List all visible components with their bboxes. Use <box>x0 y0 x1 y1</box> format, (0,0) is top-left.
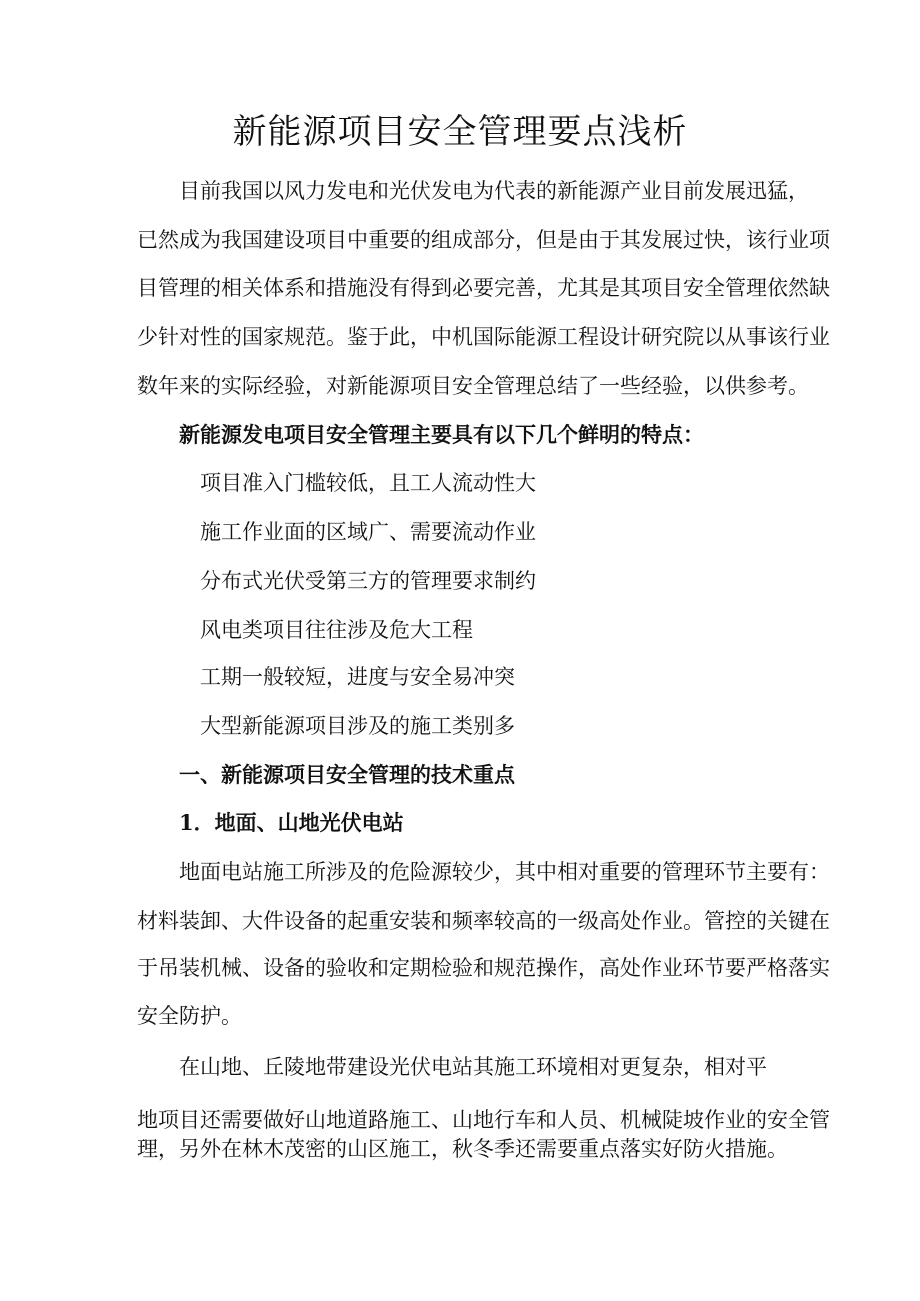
intro-line-4: 少针对性的国家规范。鉴于此，中机国际能源工程设计研究院以从事该行业 <box>137 325 830 349</box>
intro-line-3: 目管理的相关体系和措施没有得到必要完善，尤其是其项目安全管理依然缺 <box>137 276 830 300</box>
feature-item-2: 施工作业面的区域广、需要流动作业 <box>200 520 536 544</box>
para1-line-3: 于吊装机械、设备的验收和定期检验和规范操作，高处作业环节要严格落实 <box>137 956 830 980</box>
section-heading-1: 一、新能源项目安全管理的技术重点 <box>179 762 515 787</box>
intro-line-2: 已然成为我国建设项目中重要的组成部分，但是由于其发展过快，该行业项 <box>137 228 830 252</box>
para1-line-1: 地面电站施工所涉及的危险源较少，其中相对重要的管理环节主要有： <box>179 860 830 884</box>
feature-item-6: 大型新能源项目涉及的施工类别多 <box>200 714 515 738</box>
para1-line-2: 材料装卸、大件设备的起重安装和频率较高的一级高处作业。管控的关键在 <box>137 909 830 933</box>
feature-item-3: 分布式光伏受第三方的管理要求制约 <box>200 569 536 593</box>
para2-line-1: 在山地、丘陵地带建设光伏电站其施工环境相对更复杂，相对平 <box>179 1055 767 1079</box>
intro-line-1: 目前我国以风力发电和光伏发电为代表的新能源产业目前发展迅猛， <box>179 179 809 203</box>
para2-line-2: 地项目还需要做好山地道路施工、山地行车和人员、机械陡坡作业的安全管 <box>137 1108 830 1132</box>
feature-item-1: 项目准入门槛较低，且工人流动性大 <box>200 471 536 495</box>
intro-line-5: 数年来的实际经验，对新能源项目安全管理总结了一些经验，以供参考。 <box>137 374 809 398</box>
feature-item-4: 风电类项目往往涉及危大工程 <box>200 618 473 642</box>
para1-line-4: 安全防护。 <box>137 1004 242 1028</box>
feature-item-5: 工期一般较短，进度与安全易冲突 <box>200 665 515 689</box>
features-heading: 新能源发电项目安全管理主要具有以下几个鲜明的特点： <box>179 422 704 447</box>
para2-line-3: 理，另外在林木茂密的山区施工，秋冬季还需要重点落实好防火措施。 <box>137 1137 788 1161</box>
subsection-heading-1: 1．地面、山地光伏电站 <box>179 810 404 835</box>
document-title: 新能源项目安全管理要点浅析 <box>232 112 688 152</box>
